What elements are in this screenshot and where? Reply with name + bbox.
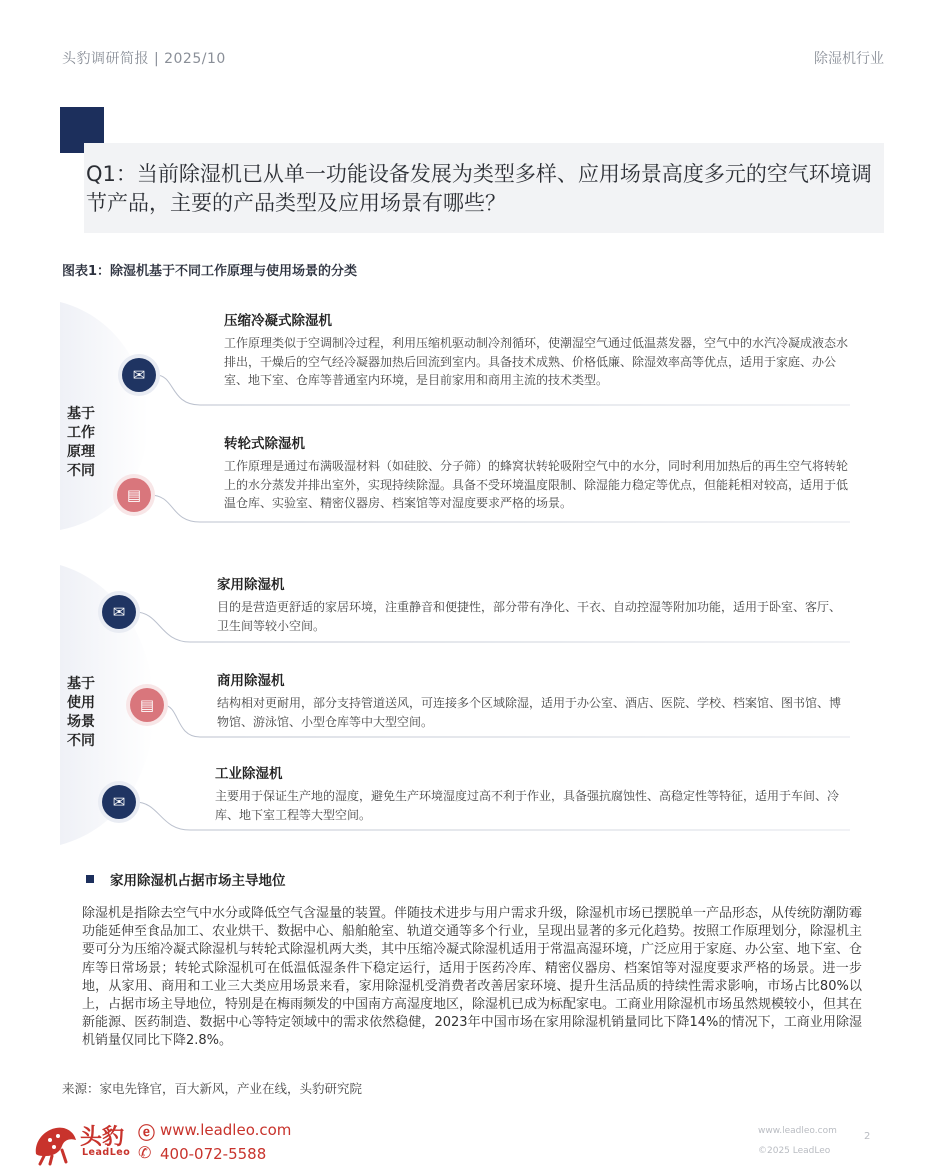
- item-description: 主要用于保证生产地的湿度，避免生产环境湿度过高不利于作业，具备强抗腐蚀性、高稳定性等特征，适用于车间、冷库、地下室工程等大型空间。: [215, 789, 840, 822]
- document-icon: ▤: [130, 688, 164, 722]
- item-title: 压缩冷凝式除湿机: [224, 313, 332, 329]
- item-description: 工作原理类似于空调制冷过程，利用压缩机驱动制冷剂循环，使潮湿空气通过低温蒸发器，空气中的水汽冷凝成液态水排出，干燥后的空气经冷凝器加热后回流到室内。具备技术成熟、价格低廉、除湿效率高等优点，适用于家庭、办公室、地下室、仓库等普通室内环境，是目前家用和商用主流的技术类型。: [224, 336, 849, 387]
- section-bullet: [86, 875, 94, 883]
- footer-url: www.leadleo.com: [758, 1126, 837, 1136]
- item-title: 商用除湿机: [217, 673, 285, 689]
- browser-icon: ⓔ: [138, 1124, 155, 1144]
- envelope-icon: ✉: [102, 595, 136, 629]
- logo-text-zh: 头豹: [80, 1125, 125, 1150]
- item-industrial-dehumidifier: [215, 762, 852, 824]
- header-brand-date: 头豹调研简报 | 2025/10: [62, 51, 226, 67]
- phone-number: 400-072-5588: [160, 1145, 267, 1163]
- item-commercial-dehumidifier: [217, 669, 852, 731]
- group-label-principle: [66, 405, 96, 481]
- logo-text-en: LeadLeo: [82, 1147, 131, 1158]
- group-label-line: 不同: [67, 733, 95, 749]
- classification-diagram: [0, 290, 942, 850]
- website-link[interactable]: www.leadleo.com: [160, 1121, 292, 1139]
- group-label-line: 基于: [67, 676, 95, 692]
- group-label-line: 不同: [67, 463, 95, 479]
- question-title: Q1：当前除湿机已从单一功能设备发展为类型多样、应用场景高度多元的空气环境调节产品，主要的产品类型及应用场景有哪些？: [86, 162, 872, 215]
- group-label-line: 使用: [67, 695, 95, 711]
- figure-title: 图表1：除湿机基于不同工作原理与使用场景的分类: [62, 264, 358, 279]
- page-number: 2: [864, 1131, 871, 1142]
- phone-icon: ✆: [138, 1143, 152, 1162]
- group-label-line: 基于: [67, 406, 95, 422]
- footer-copyright: ©2025 LeadLeo: [758, 1146, 831, 1156]
- envelope-icon: ✉: [102, 785, 136, 819]
- item-description: 结构相对更耐用，部分支持管道送风，可连接多个区域除湿，适用于办公室、酒店、医院、学校、档案馆、图书馆、博物馆、游泳馆、小型仓库等中大型空间。: [217, 696, 842, 729]
- group-label-line: 工作: [67, 425, 95, 441]
- source-note: 来源：家电先锋官，百大新风，产业在线，头豹研究院: [62, 1081, 363, 1096]
- item-compressor-dehumidifier: [224, 309, 854, 390]
- item-desiccant-wheel-dehumidifier: [224, 432, 854, 513]
- group-label-line: 场景: [67, 714, 95, 730]
- group-label-scenario: [66, 675, 96, 751]
- item-title: 转轮式除湿机: [224, 436, 305, 452]
- item-description: 工作原理是通过布满吸湿材料（如硅胶、分子筛）的蜂窝状转轮吸附空气中的水分，同时利用加热后的再生空气将转轮上的水分蒸发并排出室外，实现持续除湿。具备不受环境温度限制、除湿能力稳定等优点，但能耗相对较高，适用于低温仓库、实验室、精密仪器房、档案馆等对湿度要求严格的场景。: [224, 459, 849, 510]
- item-title: 工业除湿机: [215, 766, 283, 782]
- document-icon: ▤: [117, 478, 151, 512]
- section-body: 除湿机是指除去空气中水分或降低空气含湿量的装置。伴随技术进步与用户需求升级，除湿机市场已摆脱单一产品形态，从传统防潮防霉功能延伸至食品加工、农业烘干、数据中心、船舶舱室、轨道交通等多个行业，呈现出显著的多元化趋势。按照工作原理划分，除湿机主要可分为压缩冷凝式除湿机与转轮式除湿机两大类，其中压缩冷凝式除湿机适用于常温高湿环境，广泛应用于家庭、办公室、地下室、仓库等日常场景；转轮式除湿机可在低温低湿条件下稳定运行，适用于医药冷库、精密仪器房、档案馆等对湿度要求严格的场景。进一步地，从家用、商用和工业三大类应用场景来看，家用除湿机受消费者改善居家环境、提升生活品质的持续性需求影响，市场占比80%以上，占据市场主导地位，特别是在梅雨频发的中国南方高湿度地区，除湿机已成为标配家电。工商业用除湿机市场虽然规模较小，但其在新能源、医药制造、数据中心等特定领域中的需求依然稳健，2023年中国市场在家用除湿机销量同比下降14%的情况下，工商业用除湿机销量仅同比下降2.8%。: [82, 906, 863, 1049]
- section-title: 家用除湿机占据市场主导地位: [110, 873, 286, 889]
- item-title: 家用除湿机: [217, 577, 285, 593]
- item-household-dehumidifier: [217, 573, 852, 635]
- item-description: 目的是营造更舒适的家居环境，注重静音和便捷性，部分带有净化、干衣、自动控湿等附加功能，适用于卧室、客厅、卫生间等较小空间。: [217, 600, 842, 633]
- envelope-icon: ✉: [122, 358, 156, 392]
- header-industry: 除湿机行业: [814, 51, 884, 67]
- group-label-line: 原理: [67, 444, 95, 460]
- leopard-logo-icon: [30, 1116, 80, 1166]
